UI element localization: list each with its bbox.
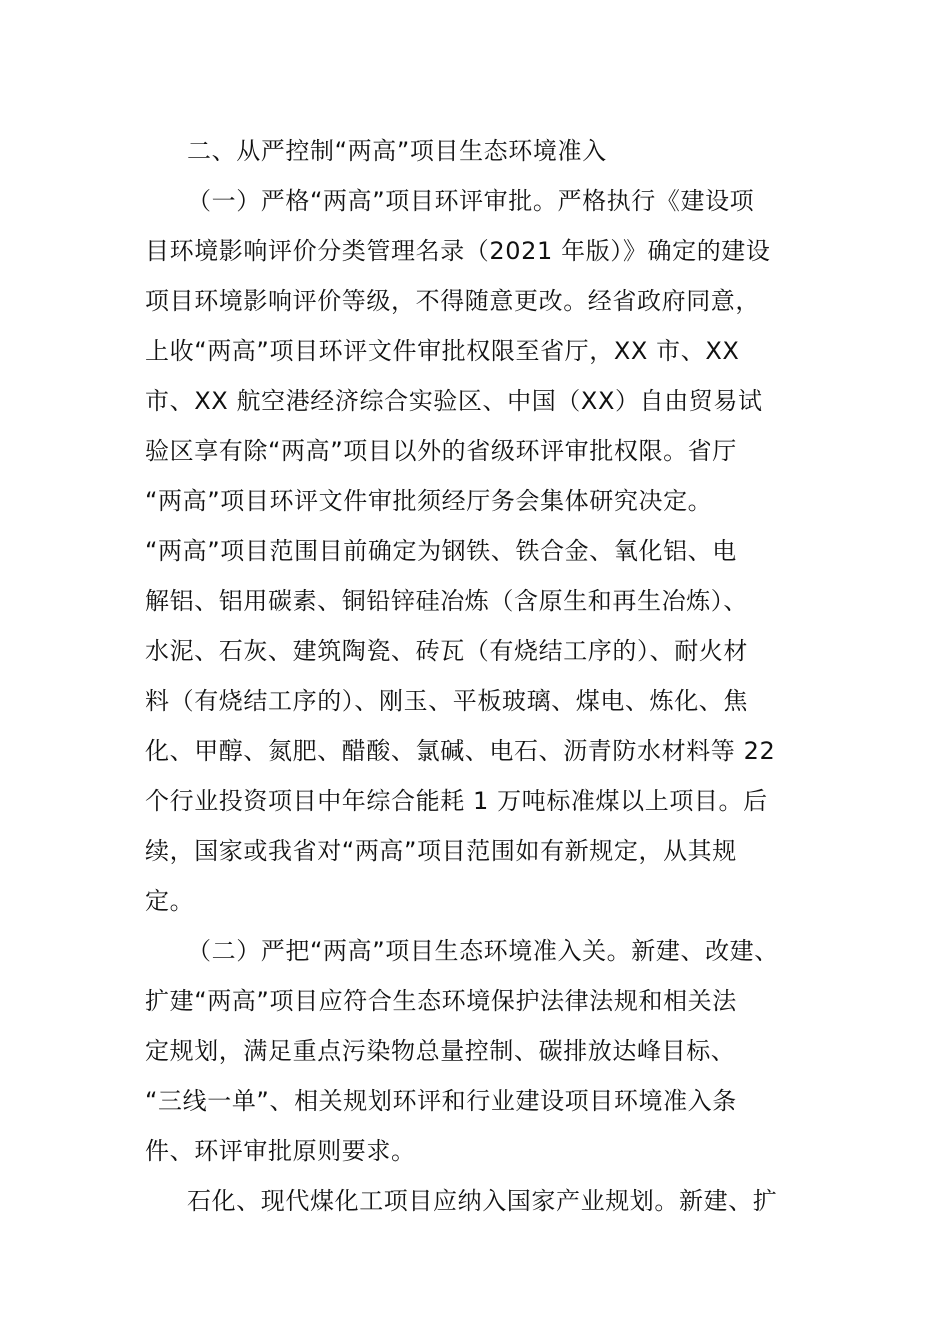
paragraph-line: 料（有烧结工序的）、刚玉、平板玻璃、煤电、炼化、焦 [145, 687, 748, 715]
paragraph-line: 件、环评审批原则要求。 [145, 1137, 416, 1165]
paragraph-line: （二）严把“两高”项目生态环境准入关。新建、改建、 [187, 937, 779, 965]
paragraph-line: 验区享有除“两高”项目以外的省级环评审批权限。省厅 [145, 437, 737, 465]
paragraph-line: 石化、现代煤化工项目应纳入国家产业规划。新建、扩 [187, 1187, 778, 1215]
paragraph-approval [145, 176, 813, 926]
document-body [145, 126, 813, 1226]
paragraph-line: 续，国家或我省对“两高”项目范围如有新规定，从其规 [145, 837, 737, 865]
paragraph-line: 化、甲醇、氮肥、醋酸、氯碱、电石、沥青防水材料等 22 [145, 737, 776, 765]
paragraph-line: 项目环境影响评价等级，不得随意更改。经省政府同意， [145, 287, 760, 315]
paragraph-line: 水泥、石灰、建筑陶瓷、砖瓦（有烧结工序的）、耐火材 [145, 637, 748, 665]
paragraph-line: 定。 [145, 887, 195, 915]
paragraph-line: 定规划，满足重点污染物总量控制、碳排放达峰目标、 [145, 1037, 736, 1065]
paragraph-line: 解铝、铝用碳素、铜铅锌硅冶炼（含原生和再生冶炼）、 [145, 587, 748, 615]
paragraph-line: 目环境影响评价分类管理名录（2021 年版）》确定的建设 [145, 237, 771, 265]
paragraph-line: （一）严格“两高”项目环评审批。严格执行《建设项 [187, 187, 755, 215]
paragraph-line: 市、XX 航空港经济综合实验区、中国（XX）自由贸易试 [145, 387, 763, 415]
paragraph-line: “三线一单”、相关规划环评和行业建设项目环境准入条 [145, 1087, 737, 1115]
paragraph-petrochemical [145, 1176, 813, 1226]
paragraph-access [145, 926, 813, 1176]
paragraph-line: “两高”项目范围目前确定为钢铁、铁合金、氧化铝、电 [145, 537, 737, 565]
paragraph-line: “两高”项目环评文件审批须经厅务会集体研究决定。 [145, 487, 713, 515]
paragraph-line: 扩建“两高”项目应符合生态环境保护法律法规和相关法 [145, 987, 737, 1015]
paragraph-line: 个行业投资项目中年综合能耗 1 万吨标准煤以上项目。后 [145, 787, 768, 815]
paragraph-line: 上收“两高”项目环评文件审批权限至省厅，XX 市、XX [145, 337, 740, 365]
section-heading: 二、从严控制“两高”项目生态环境准入 [187, 137, 607, 165]
